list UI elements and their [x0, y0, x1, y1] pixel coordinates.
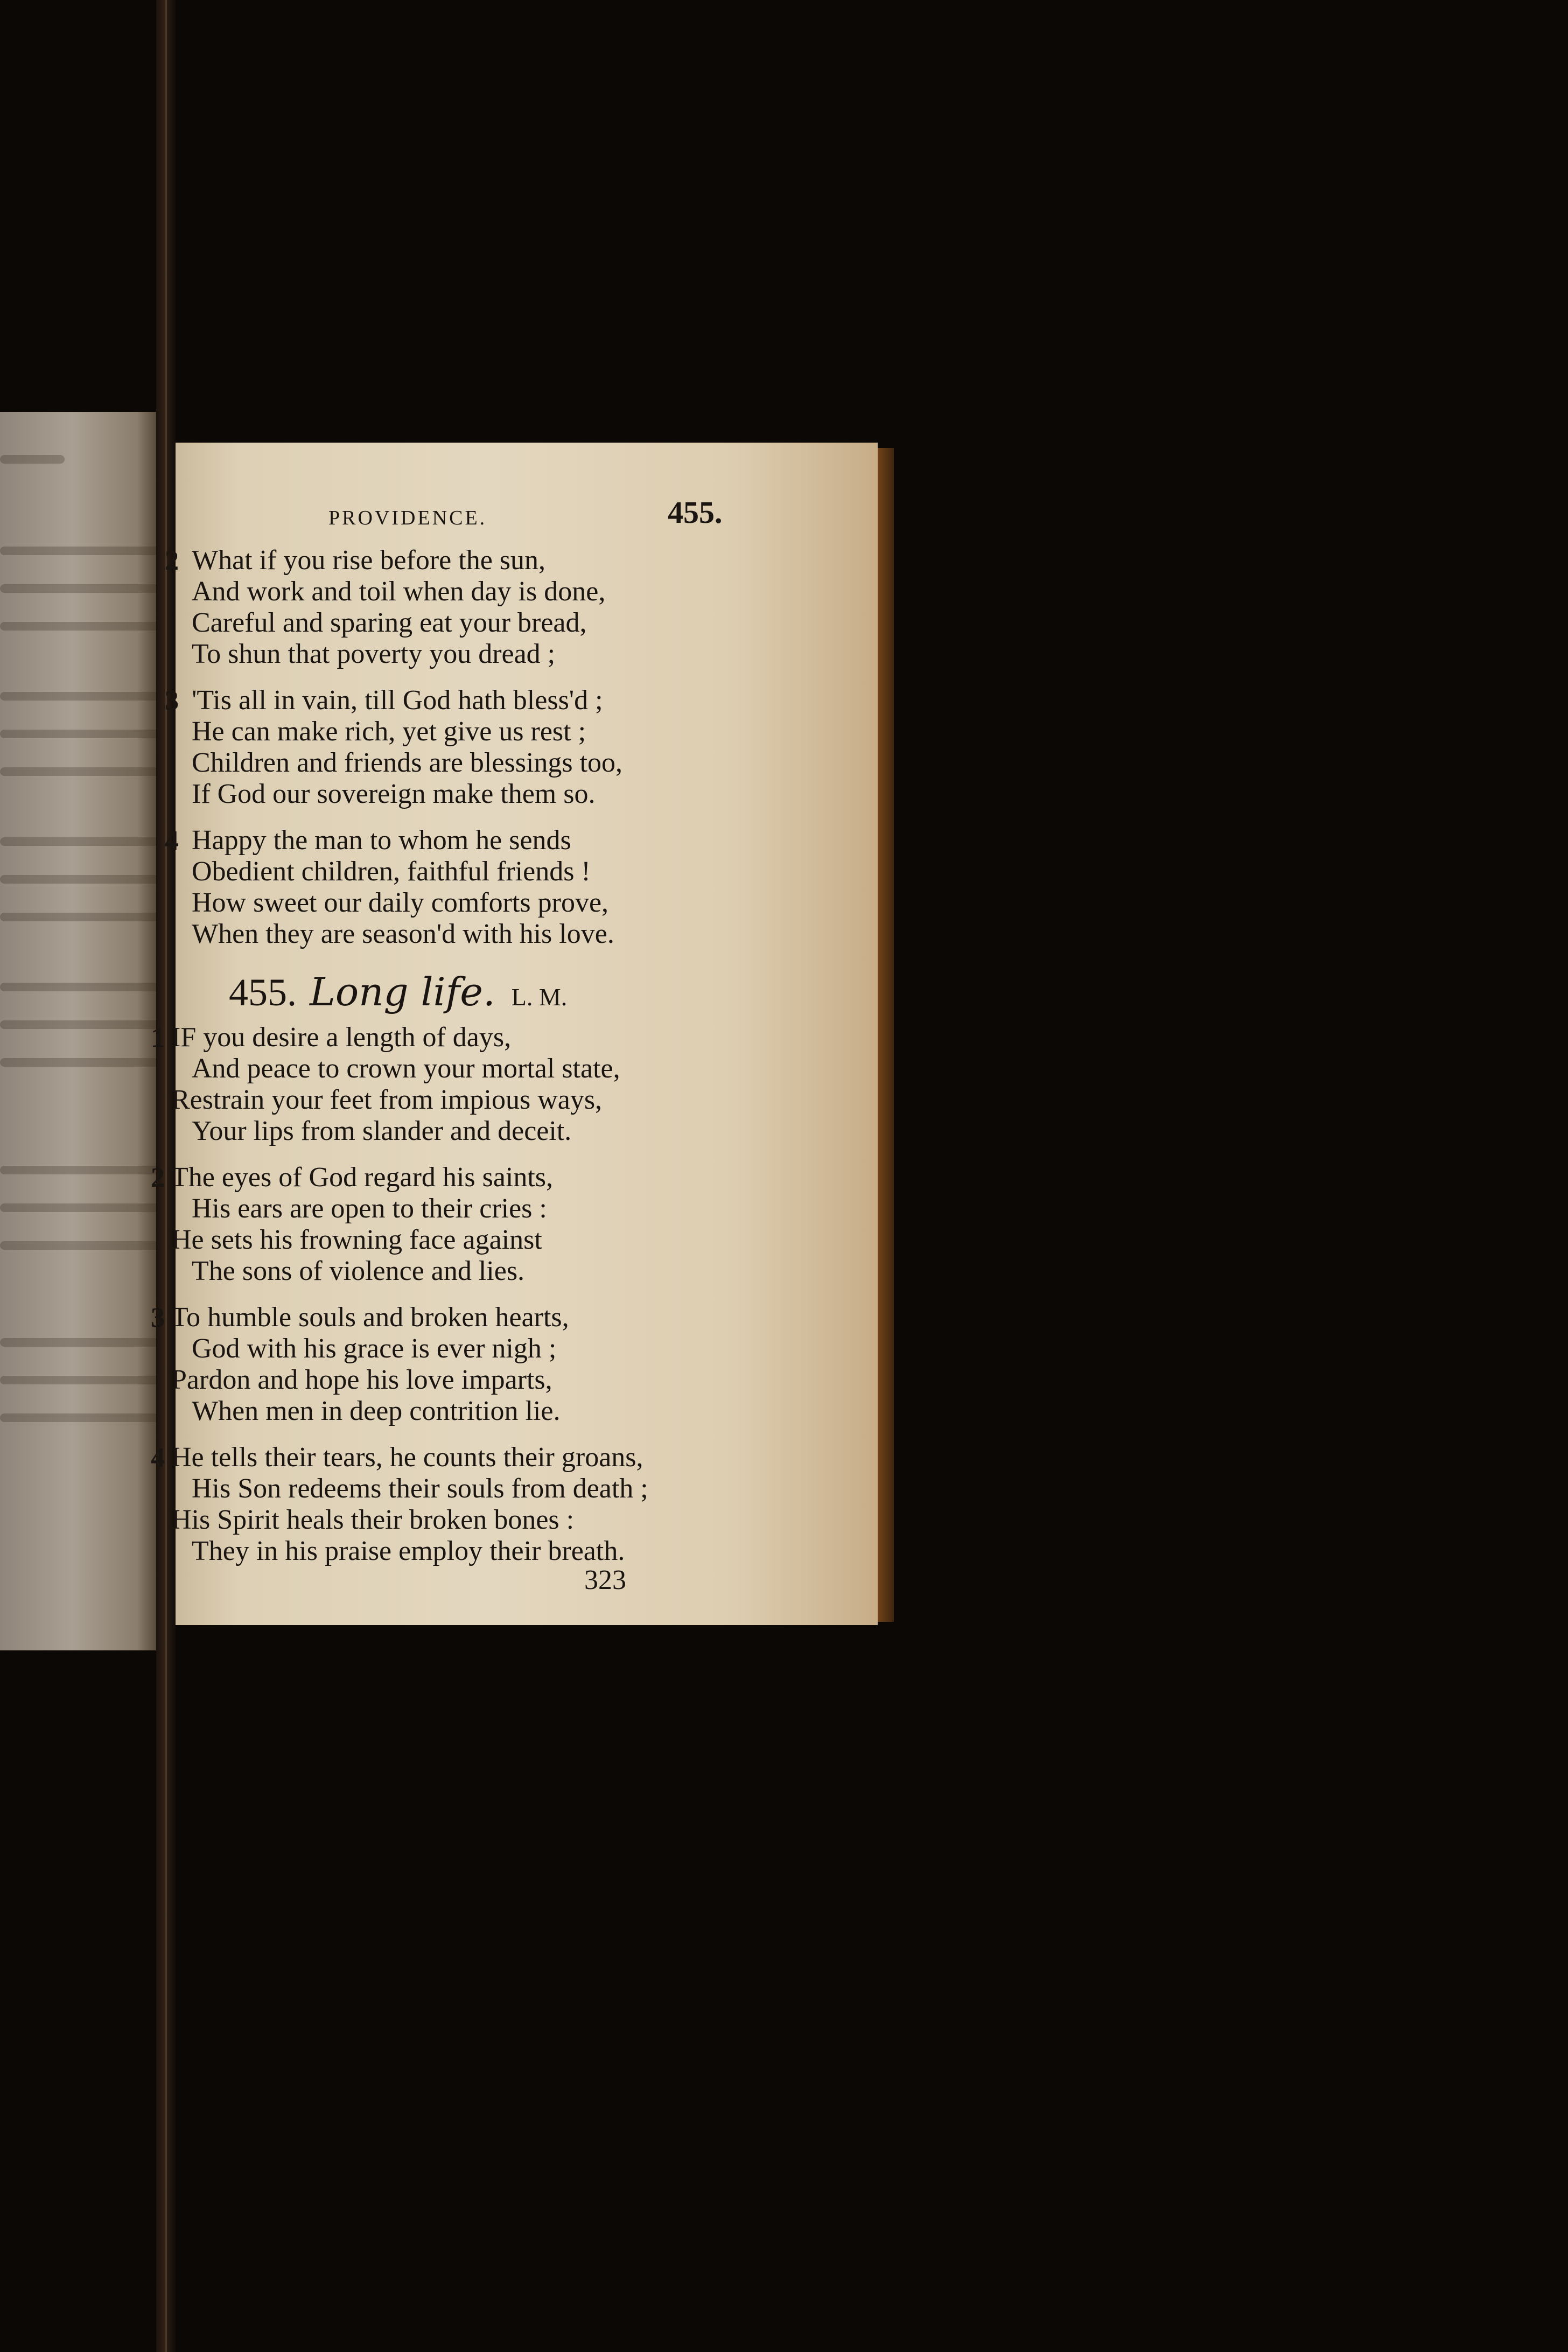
faded-text	[0, 622, 162, 631]
stanza-number: 3	[151, 1303, 165, 1333]
verse-line: To humble souls and broken hearts,	[171, 1302, 569, 1333]
facing-page-edge	[0, 412, 162, 1650]
verse-line: If God our sovereign make them so.	[192, 779, 596, 809]
verse-line: He sets his frowning face against	[171, 1224, 542, 1255]
faded-text	[0, 1413, 162, 1422]
verse-line: The sons of violence and lies.	[192, 1256, 525, 1286]
verse-line: When men in deep contrition lie.	[192, 1396, 561, 1426]
verse-line: And peace to crown your mortal state,	[192, 1053, 620, 1084]
gutter-line	[165, 0, 167, 2352]
verse-line: Happy the man to whom he sends	[192, 825, 571, 856]
verse-line: Children and friends are blessings too,	[192, 747, 623, 778]
hymn-heading	[229, 969, 567, 1015]
verse-line: Careful and sparing eat your bread,	[192, 607, 587, 638]
faded-text	[0, 584, 162, 593]
stanza-number: 3	[165, 685, 179, 716]
faded-text	[0, 1376, 162, 1384]
faded-text	[0, 1241, 162, 1250]
verse-line: He tells their tears, he counts their groans,	[171, 1442, 643, 1473]
faded-text	[0, 692, 162, 701]
verse-line: He can make rich, yet give us rest ;	[192, 716, 586, 747]
faded-text	[0, 837, 162, 846]
verse-line: How sweet our daily comforts prove,	[192, 887, 609, 918]
verse-line: Pardon and hope his love imparts,	[171, 1364, 552, 1395]
verse-line: The eyes of God regard his saints,	[171, 1162, 554, 1193]
verse-line: IF you desire a length of days,	[171, 1022, 512, 1053]
faded-text	[0, 983, 162, 991]
stanza-number: 4	[151, 1443, 165, 1473]
verse-line: To shun that poverty you dread ;	[192, 639, 556, 669]
verse-line: When they are season'd with his love.	[192, 919, 614, 949]
stanza-number: 4	[165, 825, 179, 856]
faded-text	[0, 767, 162, 776]
faded-text	[0, 1058, 162, 1067]
hymn-title: Long life.	[310, 969, 495, 1014]
verse-line: His Son redeems their souls from death ;	[192, 1473, 648, 1504]
verse-line: Obedient children, faithful friends !	[192, 856, 591, 887]
verse-line: His ears are open to their cries :	[192, 1193, 547, 1224]
hymn-number: 455.	[229, 971, 297, 1014]
verse-line: God with his grace is ever nigh ;	[192, 1333, 557, 1364]
verse-line: His Spirit heals their broken bones :	[171, 1504, 575, 1535]
stanza-number: 2	[165, 545, 179, 576]
verse-line: Restrain your feet from impious ways,	[171, 1084, 603, 1115]
faded-text	[0, 1166, 162, 1174]
faded-text	[0, 455, 65, 464]
verse-line: And work and toil when day is done,	[192, 576, 606, 607]
verse-line: They in his praise employ their breath.	[192, 1536, 625, 1566]
faded-text	[0, 913, 162, 921]
page-hymn-number: 455.	[668, 495, 723, 530]
verse-line: 'Tis all in vain, till God hath bless'd ;	[192, 685, 603, 716]
page-number: 323	[584, 1565, 626, 1595]
faded-text	[0, 730, 162, 738]
verse-line: What if you rise before the sun,	[192, 545, 546, 576]
faded-text	[0, 1020, 162, 1029]
faded-text	[0, 547, 162, 555]
verse-line: Your lips from slander and deceit.	[192, 1116, 572, 1146]
faded-text	[0, 875, 162, 884]
faded-text	[0, 1338, 162, 1347]
stanza-number: 1	[151, 1023, 165, 1053]
faded-text	[0, 1203, 162, 1212]
stanza-number: 2	[151, 1163, 165, 1193]
running-head: PROVIDENCE.	[328, 507, 487, 529]
hymn-meter: L. M.	[511, 983, 568, 1011]
